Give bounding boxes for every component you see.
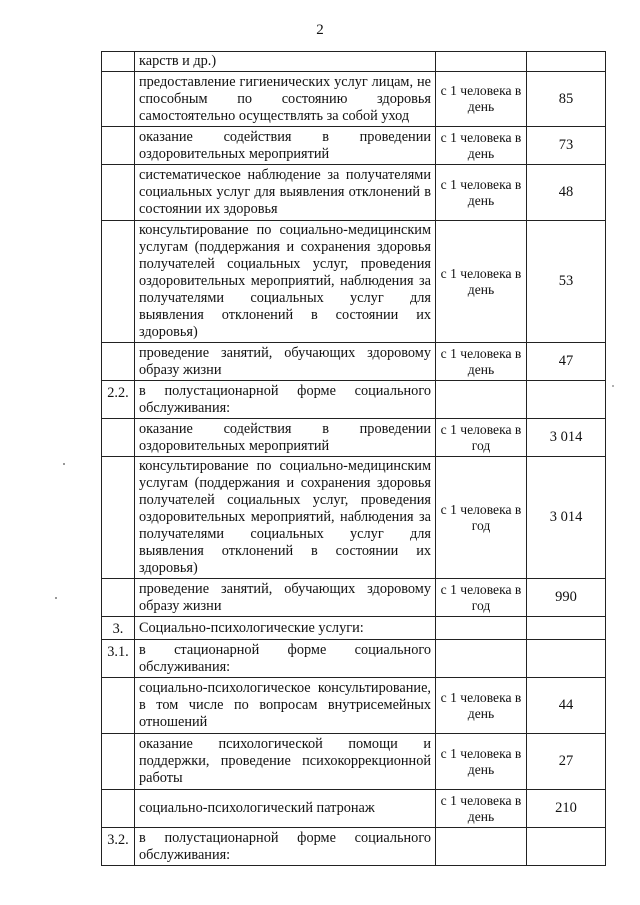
service-name: карств и др.)	[135, 52, 436, 72]
row-number	[102, 127, 135, 165]
service-name: оказание содействия в проведении оздоровительных мероприятий	[135, 127, 436, 165]
service-name: проведение занятий, обучающих здоровому образу жизни	[135, 579, 436, 617]
unit-of-measure	[436, 640, 527, 678]
row-number: 3.2.	[102, 828, 135, 866]
row-number	[102, 72, 135, 127]
service-value	[527, 381, 606, 419]
service-value: 47	[527, 343, 606, 381]
table-row	[102, 221, 606, 343]
service-name: социально-психологическое консультирование, в том числе по вопросам внутрисемейных отношений	[135, 678, 436, 734]
service-value: 27	[527, 734, 606, 790]
table-row	[102, 457, 606, 579]
service-value: 53	[527, 221, 606, 343]
unit-of-measure: с 1 человека в год	[436, 579, 527, 617]
unit-of-measure: с 1 человека в день	[436, 734, 527, 790]
service-name: оказание психологической помощи и поддержки, проведение психокоррекционной работы	[135, 734, 436, 790]
table-row	[102, 381, 606, 419]
row-number	[102, 579, 135, 617]
service-value: 210	[527, 790, 606, 828]
service-name: консультирование по социально-медицинским услугам (поддержания и сохранения здоровья получателей социальных услуг, проведения оздоровительных мероприятий, наблюдения за получателями социальных услуг для выявления отклонений в состоянии их здоровья)	[135, 457, 436, 579]
service-value: 990	[527, 579, 606, 617]
service-name: социально-психологический патронаж	[135, 790, 436, 828]
table-row	[102, 72, 606, 127]
table-row	[102, 678, 606, 734]
row-number	[102, 790, 135, 828]
service-name: в полустационарной форме социального обслуживания:	[135, 381, 436, 419]
row-number: 3.	[102, 617, 135, 640]
service-name: предоставление гигиенических услуг лицам, не способным по состоянию здоровья самостоятельно осуществлять за собой уход	[135, 72, 436, 127]
service-value	[527, 617, 606, 640]
table-row	[102, 734, 606, 790]
service-name: проведение занятий, обучающих здоровому образу жизни	[135, 343, 436, 381]
table-row	[102, 828, 606, 866]
service-value	[527, 640, 606, 678]
table-row	[102, 790, 606, 828]
service-name: консультирование по социально-медицинским услугам (поддержания и сохранения здоровья получателей социальных услуг, проведения оздоровительных мероприятий, наблюдения за получателями социальных услуг для выявления отклонений в состоянии их здоровья)	[135, 221, 436, 343]
tariff-table	[101, 51, 606, 866]
unit-of-measure: с 1 человека в день	[436, 678, 527, 734]
service-name: Социально-психологические услуги:	[135, 617, 436, 640]
service-name: в полустационарной форме социального обслуживания:	[135, 828, 436, 866]
row-number: 3.1.	[102, 640, 135, 678]
row-number	[102, 734, 135, 790]
unit-of-measure: с 1 человека в день	[436, 165, 527, 221]
service-name: оказание содействия в проведении оздоровительных мероприятий	[135, 419, 436, 457]
row-number: 2.2.	[102, 381, 135, 419]
unit-of-measure	[436, 828, 527, 866]
unit-of-measure: с 1 человека в год	[436, 457, 527, 579]
unit-of-measure: с 1 человека в день	[436, 343, 527, 381]
row-number	[102, 678, 135, 734]
table-row	[102, 640, 606, 678]
service-value: 44	[527, 678, 606, 734]
service-name: систематическое наблюдение за получателями социальных услуг для выявления отклонений в состоянии их здоровья	[135, 165, 436, 221]
service-value: 3 014	[527, 457, 606, 579]
table-row	[102, 579, 606, 617]
table-row	[102, 343, 606, 381]
service-value	[527, 52, 606, 72]
unit-of-measure: с 1 человека в год	[436, 419, 527, 457]
service-name: в стационарной форме социального обслуживания:	[135, 640, 436, 678]
page-number: 2	[316, 22, 324, 38]
table-row	[102, 419, 606, 457]
table-row	[102, 165, 606, 221]
unit-of-measure	[436, 381, 527, 419]
unit-of-measure	[436, 52, 527, 72]
service-value: 3 014	[527, 419, 606, 457]
service-value: 73	[527, 127, 606, 165]
table-row	[102, 617, 606, 640]
unit-of-measure: с 1 человека в день	[436, 790, 527, 828]
table-row	[102, 52, 606, 72]
table-row	[102, 127, 606, 165]
row-number	[102, 221, 135, 343]
row-number	[102, 165, 135, 221]
unit-of-measure: с 1 человека в день	[436, 221, 527, 343]
unit-of-measure	[436, 617, 527, 640]
service-value: 85	[527, 72, 606, 127]
row-number	[102, 52, 135, 72]
unit-of-measure: с 1 человека в день	[436, 127, 527, 165]
row-number	[102, 419, 135, 457]
service-value	[527, 828, 606, 866]
row-number	[102, 343, 135, 381]
service-value: 48	[527, 165, 606, 221]
row-number	[102, 457, 135, 579]
unit-of-measure: с 1 человека в день	[436, 72, 527, 127]
